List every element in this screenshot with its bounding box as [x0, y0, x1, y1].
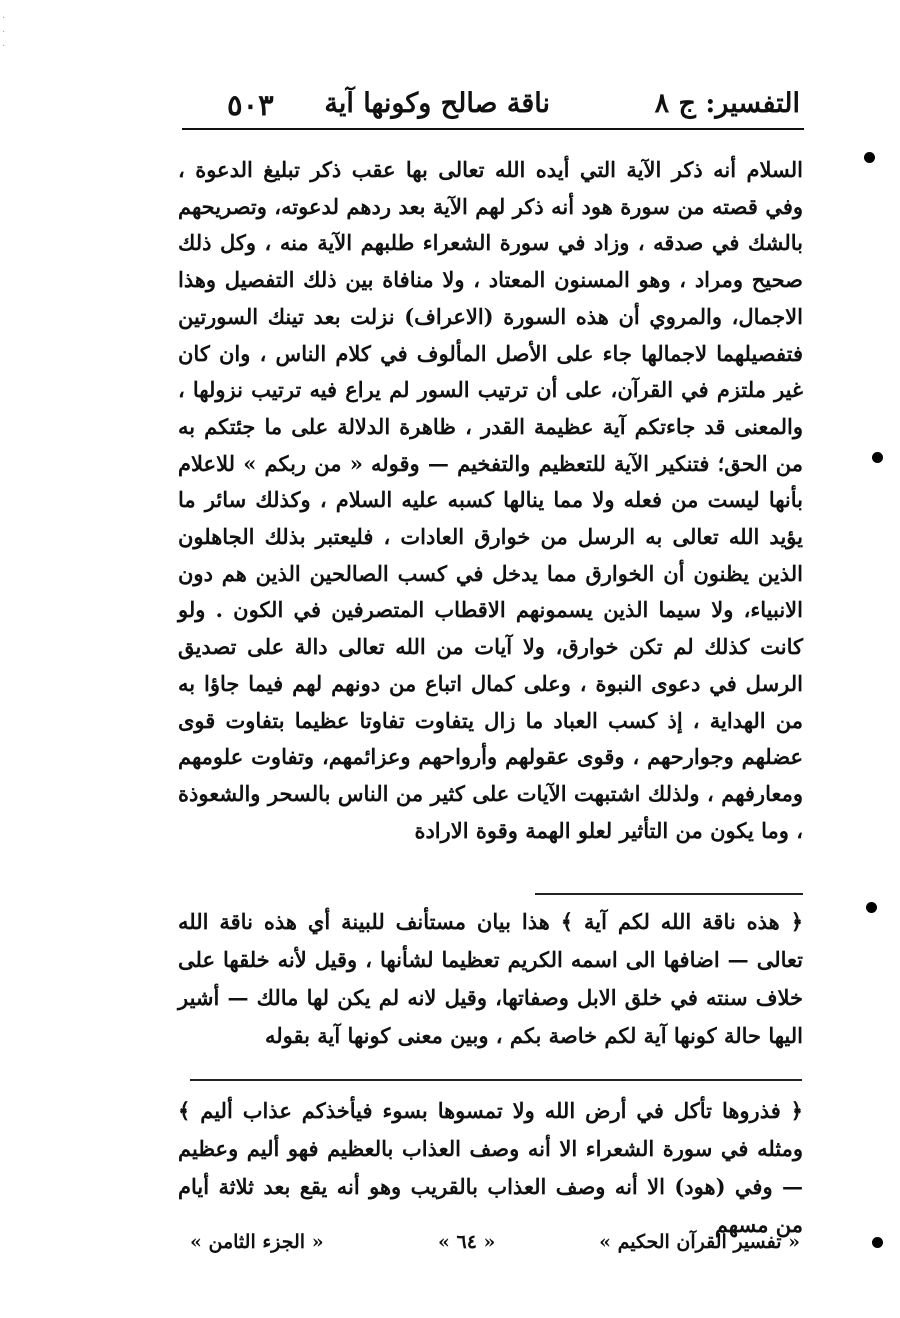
page-number: ٥٠٣ — [227, 88, 274, 122]
header-title: التفسير: ج ٨ — [654, 88, 800, 119]
page-footer — [190, 1227, 800, 1263]
footer-signature-number: « ٦٤ » — [438, 1231, 496, 1253]
footer-book-title: « تفسير القرآن الحكيم » — [599, 1231, 800, 1253]
running-header — [185, 82, 800, 130]
footer-part: « الجزء الثامن » — [190, 1231, 324, 1253]
header-subtitle: ناقة صالح وكونها آية — [324, 88, 550, 119]
binding-hole-icon — [872, 1237, 883, 1248]
binding-hole-icon — [866, 902, 877, 913]
paragraph-commentary: السلام أنه ذكر الآية التي أيده الله تعالى بها عقب ذكر تبليغ الدعوة ، وفي قصته من سورة هود أنه ذكر لهم الآية بعد ردهم لدعوته، وتصريحهم بالشك في صدقه ، وزاد في سورة الشعراء طلبهم الآية منه ، وكل ذلك صحيح ومراد ، وهو المسنون المعتاد ، ولا منافاة بين ذلك التفصيل وهذا الاجمال، والمروي أن هذه السورة (الاعراف) نزلت بعد تينك السورتين فتفصيلهما لاجمالها جاء على الأصل المألوف في كلام الناس ، وان كان غير ملتزم في القرآن، على أن ترتيب السور لم يراع فيه ترتيب نزولها ، والمعنى قد جاءتكم آية عظيمة القدر ، ظاهرة الدلالة على ما جئتكم به من الحق؛ فتنكير الآية للتعظيم والتفخيم — وقوله « من ربكم » للاعلام بأنها ليست من فعله ولا مما ينالها كسبه عليه السلام ، وكذلك سائر ما يؤيد الله تعالى به الرسل من خوارق العادات ، فليعتبر بذلك الجاهلون الذين يظنون أن الخوارق مما يدخل في كسب الصالحين الذين هم دون الانبياء، ولا سيما الذين يسمونهم الاقطاب المتصرفين في الكون . ولو كانت كذلك لم تكن خوارق، ولا آيات من الله تعالى دالة على تصديق الرسل في دعوى النبوة ، وعلى كمال اتباع من دونهم لهم فيما جاؤا به من الهداية ، إذ كسب العباد ما زال يتفاوت تفاوتا عظيما بتفاوت قوى عضلهم وجوارحهم ، وقوى عقولهم وأرواحهم وعزائمهم، وتفاوت علومهم ومعارفهم ، ولذلك اشتبهت الآيات على كثير من الناس بالسحر والشعوذة ، وما يكون من التأثير لعلو الهمة وقوة الارادة — [178, 157, 803, 843]
section-divider — [190, 1079, 802, 1081]
paragraph-verse-she-camel: ﴿ هذه ناقة الله لكم آية ﴾ هذا بيان مستأنف للبينة أي هذه ناقة الله تعالى — اضافها الى اسمه الكريم تعظيما لشأنها ، وقيل لأنه خلقها على خلاف سنته في خلق الابل وصفاتها، وقيل لانه لم يكن لها مالك — أشير اليها حالة كونها آية لكم خاصة بكم ، وبين معنى كونها آية بقوله — [178, 909, 803, 1048]
paragraph-verse-leave-her: ﴿ فذروها تأكل في أرض الله ولا تمسوها بسوء فيأخذكم عذاب أليم ﴾ ومثله في سورة الشعراء الا أنه وصف العذاب بالعظيم فهو أليم وعظيم — وفي (هود) الا أنه وصف العذاب بالقريب وهو أنه يقع بعد ثلاثة أيام من مسهم — [178, 1098, 804, 1237]
binding-hole-icon — [864, 152, 875, 163]
header-rule — [182, 128, 804, 130]
scan-speckles: · · · — [2, 13, 6, 52]
binding-hole-icon — [872, 452, 883, 463]
section-divider — [535, 893, 803, 895]
